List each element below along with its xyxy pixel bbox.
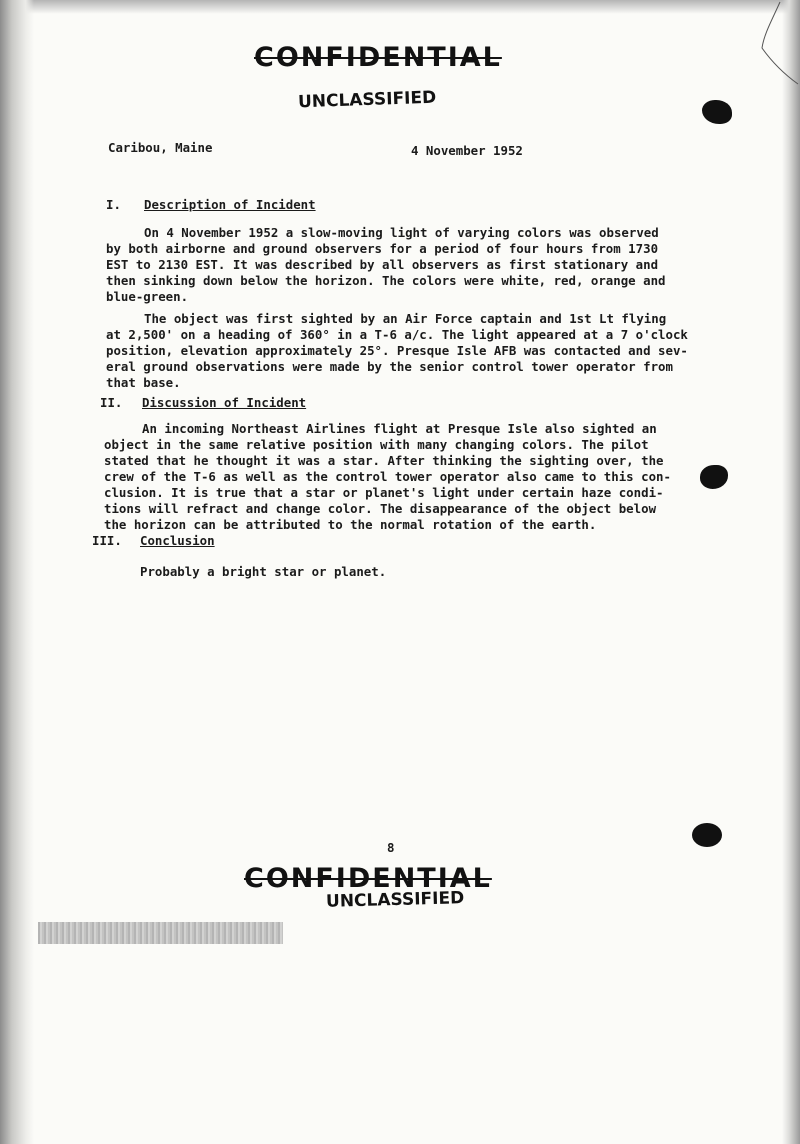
section-number: III. (92, 533, 122, 548)
ink-blot-1 (702, 100, 732, 124)
paragraph-line: clusion. It is true that a star or planet's light under certain haze condi- (104, 485, 664, 500)
scan-edge-right (782, 0, 800, 1144)
paragraph-line: Probably a bright star or planet. (140, 564, 387, 579)
paragraph-line: An incoming Northeast Airlines flight at Presque Isle also sighted an (142, 421, 657, 436)
ink-blot-3 (692, 823, 722, 847)
paragraph-line: EST to 2130 EST. It was described by all observers as first stationary and (106, 257, 659, 272)
paragraph-line: that base. (106, 375, 181, 390)
paragraph-line: position, elevation approximately 25°. Presque Isle AFB was contacted and sev- (106, 343, 688, 358)
paragraph-line: tions will refract and change color. The disappearance of the object below (104, 501, 657, 516)
unclassified-stamp-bottom: UNCLASSIFIED (325, 888, 465, 912)
paragraph-line: blue-green. (106, 289, 189, 304)
section-number: I. (106, 197, 121, 212)
confidential-stamp-bottom: CONFIDENTIAL (244, 863, 492, 894)
paragraph-line: then sinking down below the horizon. The colors were white, red, orange and (106, 273, 666, 288)
paragraph-line: object in the same relative position with many changing colors. The pilot (104, 437, 649, 452)
paragraph-line: eral ground observations were made by the senior control tower operator from (106, 359, 673, 374)
header-location: Caribou, Maine (108, 140, 213, 155)
section-number: II. (100, 395, 123, 410)
page-corner-curl (758, 0, 800, 110)
paragraph-line: stated that he thought it was a star. After thinking the sighting over, the (104, 453, 664, 468)
paragraph-line: On 4 November 1952 a slow-moving light of varying colors was observed (144, 225, 659, 240)
scan-edge-left (0, 0, 34, 1144)
scan-smudge (38, 922, 283, 944)
paragraph-line: The object was first sighted by an Air Force captain and 1st Lt flying (144, 311, 667, 326)
section-title: Conclusion (140, 533, 215, 548)
unclassified-stamp-top: UNCLASSIFIED (297, 87, 437, 113)
page-number: 8 (387, 840, 395, 855)
ink-blot-2 (700, 465, 728, 489)
paragraph-line: by both airborne and ground observers for a period of four hours from 1730 (106, 241, 659, 256)
paragraph-line: at 2,500' on a heading of 360° in a T-6 a/c. The light appeared at a 7 o'clock (106, 327, 688, 342)
confidential-stamp-top: CONFIDENTIAL (254, 42, 502, 73)
paragraph-line: the horizon can be attributed to the normal rotation of the earth. (104, 517, 597, 532)
scan-edge-top (0, 0, 800, 14)
paragraph-line: crew of the T-6 as well as the control tower operator also came to this con- (104, 469, 671, 484)
section-title: Discussion of Incident (142, 395, 307, 410)
section-title: Description of Incident (144, 197, 316, 212)
header-date: 4 November 1952 (411, 143, 523, 158)
